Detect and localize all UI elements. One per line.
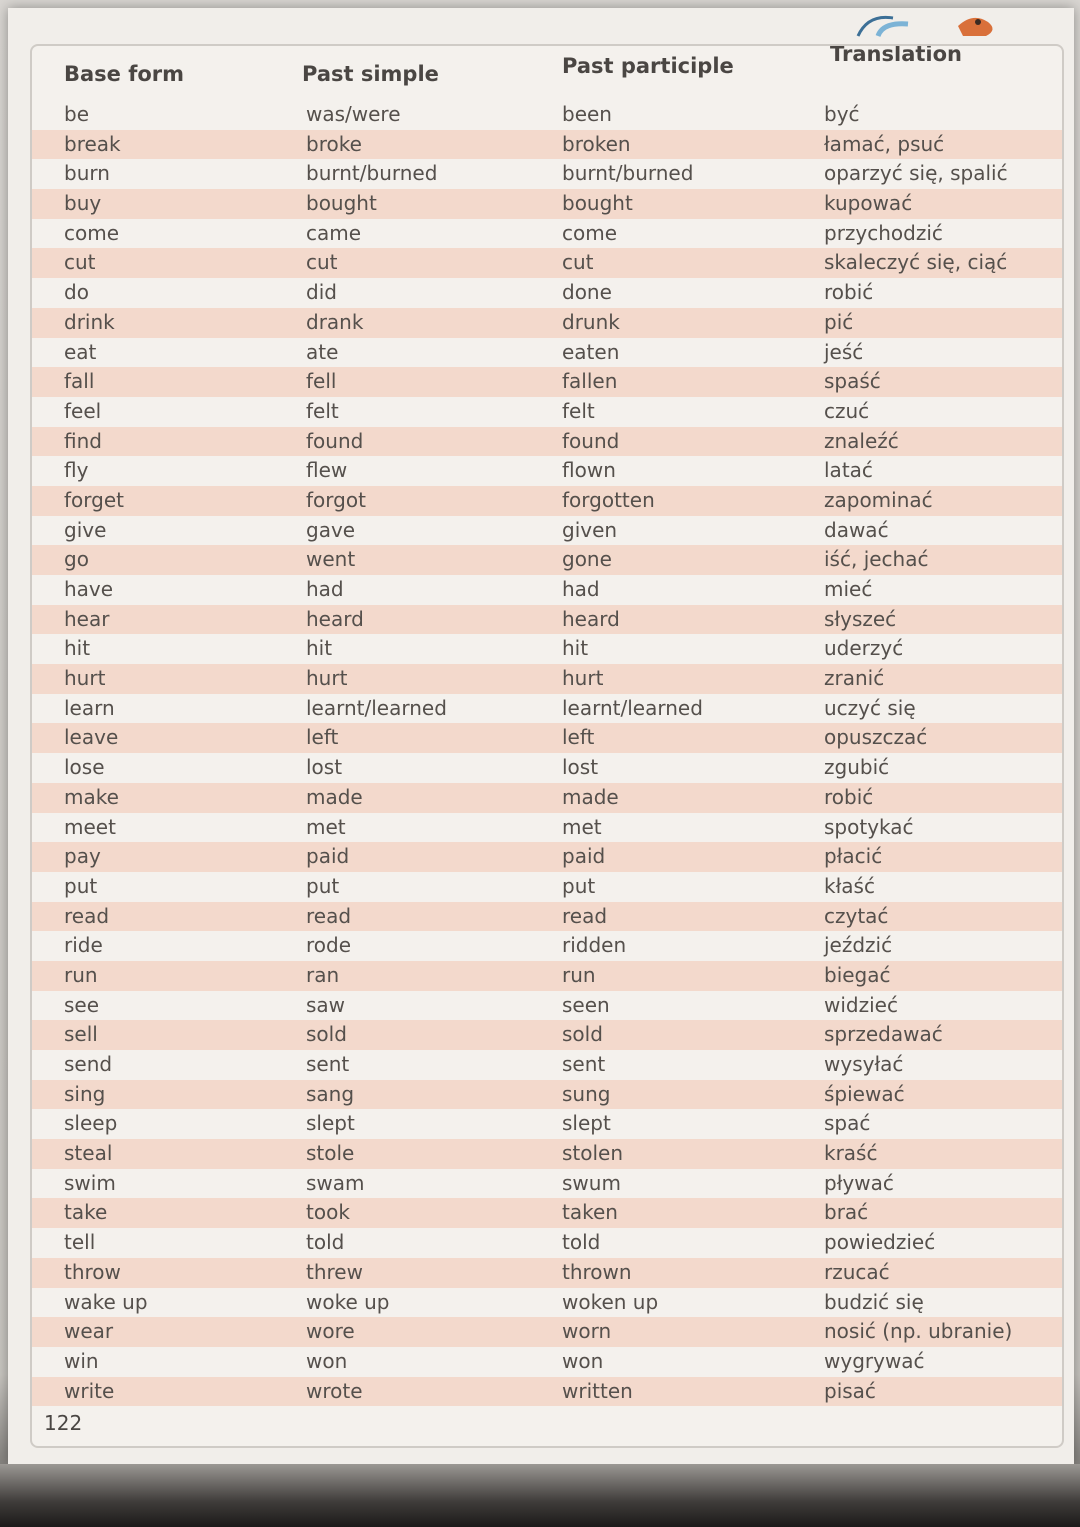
base-form-cell: be xyxy=(64,102,89,126)
past-simple-cell: made xyxy=(306,784,363,809)
past-simple-cell: flew xyxy=(306,458,348,483)
table-row xyxy=(32,189,1062,219)
past-participle-cell: told xyxy=(562,1230,601,1255)
past-participle-cell: run xyxy=(562,962,596,987)
table-row xyxy=(32,1020,1062,1050)
base-form-cell: give xyxy=(64,517,107,542)
table-row xyxy=(32,486,1062,516)
base-form-cell: have xyxy=(64,577,114,601)
translation-cell: zgubić xyxy=(824,755,890,780)
past-simple-cell: left xyxy=(306,725,339,750)
past-participle-cell: learnt/learned xyxy=(562,695,703,720)
table-row xyxy=(32,1139,1062,1169)
table-row xyxy=(32,427,1062,457)
past-simple-cell: heard xyxy=(306,606,364,631)
translation-cell: kraść xyxy=(824,1141,878,1166)
past-participle-cell: left xyxy=(562,725,595,750)
translation-cell: zranić xyxy=(824,666,885,691)
base-form-cell: wake up xyxy=(64,1289,148,1314)
irregular-verbs-table xyxy=(30,44,1064,1448)
translation-cell: słyszeć xyxy=(824,606,897,631)
past-simple-cell: read xyxy=(306,903,352,928)
translation-cell: latać xyxy=(824,458,873,483)
table-row xyxy=(32,1288,1062,1318)
translation-cell: jeździć xyxy=(824,933,893,958)
table-row xyxy=(32,1377,1062,1407)
translation-cell: uczyć się xyxy=(824,695,916,720)
past-simple-cell: bought xyxy=(306,191,377,216)
past-participle-cell: slept xyxy=(562,1111,611,1136)
past-participle-cell: done xyxy=(562,280,612,305)
base-form-cell: meet xyxy=(64,814,116,839)
past-participle-cell: forgotten xyxy=(562,487,655,512)
past-simple-cell: stole xyxy=(306,1141,355,1166)
base-form-cell: hit xyxy=(64,636,91,661)
translation-cell: czuć xyxy=(824,398,870,423)
past-simple-cell: had xyxy=(306,577,344,601)
base-form-cell: take xyxy=(64,1200,108,1225)
translation-cell: opuszczać xyxy=(824,725,928,750)
past-participle-cell: lost xyxy=(562,755,599,780)
base-form-cell: fall xyxy=(64,369,95,394)
translation-cell: oparzyć się, spalić xyxy=(824,161,1008,186)
past-simple-cell: threw xyxy=(306,1259,363,1284)
past-participle-cell: won xyxy=(562,1348,604,1373)
table-row xyxy=(32,397,1062,427)
past-participle-cell: ridden xyxy=(562,933,627,958)
table-row xyxy=(32,338,1062,368)
translation-cell: wysyłać xyxy=(824,1052,904,1076)
past-simple-cell: won xyxy=(306,1348,348,1373)
base-form-cell: read xyxy=(64,903,110,928)
table-row xyxy=(32,1317,1062,1347)
base-form-cell: ride xyxy=(64,933,103,958)
column-header-past-participle: Past participle xyxy=(562,54,734,78)
base-form-cell: put xyxy=(64,873,98,898)
past-participle-cell: worn xyxy=(562,1319,612,1344)
base-form-cell: burn xyxy=(64,161,110,186)
translation-cell: zapominać xyxy=(824,487,933,512)
past-participle-cell: felt xyxy=(562,398,595,423)
past-participle-cell: found xyxy=(562,428,620,453)
column-header-past-simple: Past simple xyxy=(302,62,439,86)
past-participle-cell: read xyxy=(562,903,608,928)
translation-cell: śpiewać xyxy=(824,1081,905,1106)
past-participle-cell: burnt/burned xyxy=(562,161,694,186)
base-form-cell: steal xyxy=(64,1141,113,1166)
translation-cell: spotykać xyxy=(824,814,914,839)
base-form-cell: make xyxy=(64,784,119,809)
table-row xyxy=(32,278,1062,308)
past-simple-cell: ran xyxy=(306,962,340,987)
base-form-cell: write xyxy=(64,1378,115,1403)
base-form-cell: send xyxy=(64,1052,113,1076)
table-row xyxy=(32,783,1062,813)
past-participle-cell: met xyxy=(562,814,602,839)
base-form-cell: sell xyxy=(64,1022,98,1047)
past-simple-cell: burnt/burned xyxy=(306,161,438,186)
past-simple-cell: went xyxy=(306,547,356,572)
past-simple-cell: saw xyxy=(306,992,346,1017)
past-simple-cell: broke xyxy=(306,131,362,156)
table-row xyxy=(32,1080,1062,1110)
table-row xyxy=(32,991,1062,1021)
base-form-cell: eat xyxy=(64,339,97,364)
past-simple-cell: hurt xyxy=(306,666,348,691)
table-body xyxy=(32,100,1062,1406)
translation-cell: być xyxy=(824,102,860,126)
past-simple-cell: cut xyxy=(306,250,338,275)
past-simple-cell: told xyxy=(306,1230,345,1255)
base-form-cell: do xyxy=(64,280,89,305)
base-form-cell: break xyxy=(64,131,121,156)
table-row xyxy=(32,902,1062,932)
past-simple-cell: was/were xyxy=(306,102,401,126)
past-participle-cell: hit xyxy=(562,636,589,661)
translation-cell: pić xyxy=(824,309,854,334)
past-participle-cell: heard xyxy=(562,606,620,631)
past-simple-cell: put xyxy=(306,873,340,898)
past-simple-cell: hit xyxy=(306,636,333,661)
base-form-cell: run xyxy=(64,962,98,987)
table-row xyxy=(32,130,1062,160)
translation-cell: kupować xyxy=(824,191,913,216)
table-row xyxy=(32,367,1062,397)
translation-cell: pływać xyxy=(824,1170,894,1195)
past-participle-cell: seen xyxy=(562,992,610,1017)
base-form-cell: drink xyxy=(64,309,115,334)
table-row xyxy=(32,516,1062,546)
past-participle-cell: cut xyxy=(562,250,594,275)
past-participle-cell: flown xyxy=(562,458,616,483)
base-form-cell: buy xyxy=(64,191,102,216)
desk-edge xyxy=(0,1464,1080,1527)
translation-cell: robić xyxy=(824,280,874,305)
translation-cell: wygrywać xyxy=(824,1348,925,1373)
base-form-cell: forget xyxy=(64,487,124,512)
page-number: 122 xyxy=(44,1411,83,1435)
past-simple-cell: came xyxy=(306,220,362,245)
table-row xyxy=(32,694,1062,724)
table-row xyxy=(32,1258,1062,1288)
past-participle-cell: fallen xyxy=(562,369,618,394)
past-simple-cell: paid xyxy=(306,844,350,869)
past-participle-cell: eaten xyxy=(562,339,620,364)
past-participle-cell: had xyxy=(562,577,600,601)
textbook-page xyxy=(8,8,1074,1464)
past-simple-cell: woke up xyxy=(306,1289,390,1314)
base-form-cell: sleep xyxy=(64,1111,118,1136)
base-form-cell: wear xyxy=(64,1319,114,1344)
base-form-cell: tell xyxy=(64,1230,96,1255)
past-participle-cell: paid xyxy=(562,844,606,869)
translation-cell: iść, jechać xyxy=(824,547,929,572)
table-row xyxy=(32,159,1062,189)
past-participle-cell: sung xyxy=(562,1081,611,1106)
base-form-cell: feel xyxy=(64,398,102,423)
table-row xyxy=(32,1228,1062,1258)
table-row xyxy=(32,456,1062,486)
table-row xyxy=(32,1198,1062,1228)
base-form-cell: go xyxy=(64,547,89,572)
past-simple-cell: took xyxy=(306,1200,350,1225)
translation-cell: mieć xyxy=(824,577,873,601)
base-form-cell: hurt xyxy=(64,666,106,691)
table-row xyxy=(32,813,1062,843)
base-form-cell: learn xyxy=(64,695,115,720)
base-form-cell: swim xyxy=(64,1170,116,1195)
table-row xyxy=(32,605,1062,635)
base-form-cell: fly xyxy=(64,458,89,483)
past-participle-cell: taken xyxy=(562,1200,618,1225)
past-participle-cell: been xyxy=(562,102,612,126)
past-participle-cell: thrown xyxy=(562,1259,632,1284)
table-row xyxy=(32,1109,1062,1139)
translation-cell: uderzyć xyxy=(824,636,904,661)
translation-cell: skaleczyć się, ciąć xyxy=(824,250,1008,275)
past-simple-cell: slept xyxy=(306,1111,355,1136)
past-participle-cell: bought xyxy=(562,191,633,216)
table-row xyxy=(32,575,1062,605)
past-simple-cell: lost xyxy=(306,755,343,780)
past-simple-cell: drank xyxy=(306,309,364,334)
past-simple-cell: sold xyxy=(306,1022,347,1047)
table-header xyxy=(32,46,1062,98)
past-participle-cell: written xyxy=(562,1378,633,1403)
table-row xyxy=(32,219,1062,249)
table-row xyxy=(32,872,1062,902)
table-row xyxy=(32,308,1062,338)
translation-cell: sprzedawać xyxy=(824,1022,943,1047)
table-row xyxy=(32,723,1062,753)
base-form-cell: find xyxy=(64,428,102,453)
column-header-translation: Translation xyxy=(830,44,962,66)
column-header-base-form: Base form xyxy=(64,62,185,86)
translation-cell: budzić się xyxy=(824,1289,924,1314)
table-row xyxy=(32,753,1062,783)
table-row xyxy=(32,842,1062,872)
translation-cell: powiedzieć xyxy=(824,1230,936,1255)
past-simple-cell: sang xyxy=(306,1081,355,1106)
past-simple-cell: learnt/learned xyxy=(306,695,447,720)
table-row xyxy=(32,664,1062,694)
translation-cell: brać xyxy=(824,1200,869,1225)
base-form-cell: see xyxy=(64,992,100,1017)
base-form-cell: sing xyxy=(64,1081,106,1106)
table-row xyxy=(32,1050,1062,1080)
past-participle-cell: sent xyxy=(562,1052,606,1076)
past-simple-cell: wore xyxy=(306,1319,355,1344)
past-simple-cell: gave xyxy=(306,517,356,542)
base-form-cell: leave xyxy=(64,725,119,750)
translation-cell: dawać xyxy=(824,517,889,542)
base-form-cell: lose xyxy=(64,755,105,780)
past-simple-cell: sent xyxy=(306,1052,350,1076)
base-form-cell: win xyxy=(64,1348,99,1373)
translation-cell: spaść xyxy=(824,369,881,394)
past-participle-cell: put xyxy=(562,873,596,898)
table-row xyxy=(32,961,1062,991)
table-row xyxy=(32,100,1062,130)
past-simple-cell: wrote xyxy=(306,1378,363,1403)
past-simple-cell: met xyxy=(306,814,346,839)
base-form-cell: cut xyxy=(64,250,96,275)
translation-cell: biegać xyxy=(824,962,891,987)
past-participle-cell: stolen xyxy=(562,1141,624,1166)
translation-cell: czytać xyxy=(824,903,889,928)
translation-cell: łamać, psuć xyxy=(824,131,945,156)
translation-cell: jeść xyxy=(824,339,864,364)
base-form-cell: come xyxy=(64,220,120,245)
translation-cell: pisać xyxy=(824,1378,876,1403)
base-form-cell: hear xyxy=(64,606,110,631)
past-participle-cell: hurt xyxy=(562,666,604,691)
past-participle-cell: given xyxy=(562,517,618,542)
translation-cell: nosić (np. ubranie) xyxy=(824,1319,1013,1344)
base-form-cell: throw xyxy=(64,1259,121,1284)
past-participle-cell: drunk xyxy=(562,309,620,334)
past-participle-cell: made xyxy=(562,784,619,809)
past-simple-cell: did xyxy=(306,280,337,305)
past-simple-cell: ate xyxy=(306,339,339,364)
past-participle-cell: gone xyxy=(562,547,612,572)
translation-cell: spać xyxy=(824,1111,871,1136)
table-row xyxy=(32,545,1062,575)
past-participle-cell: swum xyxy=(562,1170,621,1195)
translation-cell: rzucać xyxy=(824,1259,890,1284)
past-participle-cell: come xyxy=(562,220,618,245)
table-row xyxy=(32,931,1062,961)
translation-cell: przychodzić xyxy=(824,220,943,245)
translation-cell: widzieć xyxy=(824,992,898,1017)
table-row xyxy=(32,1169,1062,1199)
translation-cell: płacić xyxy=(824,844,883,869)
translation-cell: kłaść xyxy=(824,873,875,898)
past-simple-cell: found xyxy=(306,428,364,453)
past-simple-cell: swam xyxy=(306,1170,365,1195)
table-row xyxy=(32,248,1062,278)
base-form-cell: pay xyxy=(64,844,101,869)
past-participle-cell: broken xyxy=(562,131,631,156)
translation-cell: znaleźć xyxy=(824,428,899,453)
past-simple-cell: felt xyxy=(306,398,339,423)
past-simple-cell: rode xyxy=(306,933,352,958)
table-row xyxy=(32,634,1062,664)
past-participle-cell: woken up xyxy=(562,1289,659,1314)
translation-cell: robić xyxy=(824,784,874,809)
past-participle-cell: sold xyxy=(562,1022,603,1047)
mascot-illustration xyxy=(848,8,1008,38)
past-simple-cell: forgot xyxy=(306,487,366,512)
past-simple-cell: fell xyxy=(306,369,337,394)
table-row xyxy=(32,1347,1062,1377)
